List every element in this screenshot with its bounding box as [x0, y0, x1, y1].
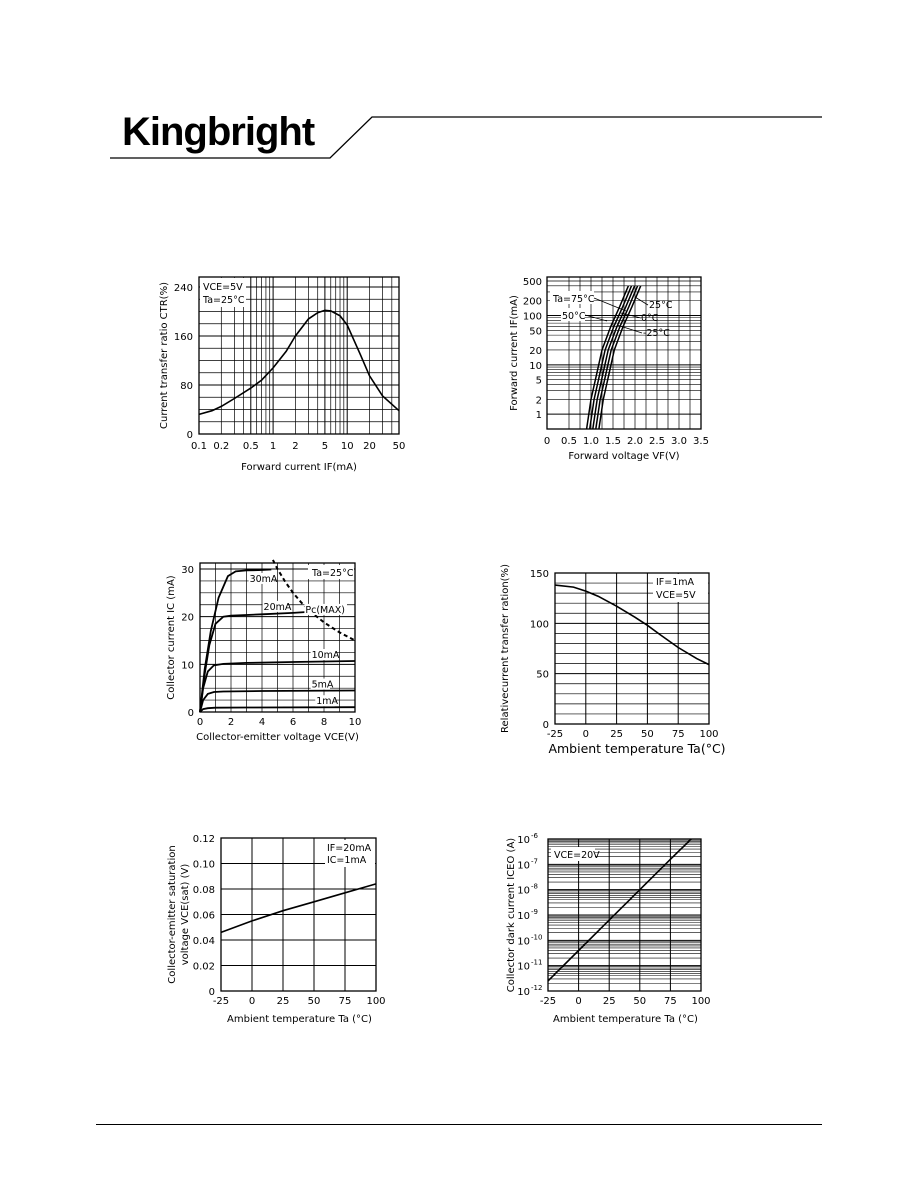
tick-label: 100 [522, 311, 542, 323]
annotation-label: 5mA [311, 679, 334, 691]
tick-label-exponent: -9 [531, 908, 538, 916]
tick-label: 100 [366, 996, 386, 1007]
tick-label: 25 [276, 996, 290, 1007]
tick-label: 2 [535, 395, 542, 407]
tick-label: 0.12 [192, 834, 215, 845]
tick-label-base: 10 [517, 835, 530, 846]
tick-label: -25 [539, 996, 557, 1007]
tick-label: -25 [546, 729, 564, 740]
axis-title: Collector-emitter voltage VCE(V) [196, 732, 359, 743]
tick-label: 240 [173, 283, 193, 294]
tick-label: 5 [535, 375, 542, 387]
axis-title: Relativecurrent transfer ration(%) [500, 564, 511, 733]
tick-label: 1 [269, 441, 277, 452]
tick-label: 1.0 [583, 436, 599, 447]
axis-title: Collector current IC (mA) [166, 575, 177, 700]
tick-label: 100 [699, 729, 719, 740]
tick-label-exponent: -12 [531, 984, 543, 992]
tick-label: 0.02 [192, 961, 215, 973]
axis-title: Collector dark current ICEO (A) [506, 837, 517, 993]
tick-label: 0.5 [242, 441, 259, 452]
tick-label: 25 [610, 729, 623, 740]
tick-label: 50 [307, 996, 321, 1007]
tick-label: 50 [641, 729, 654, 740]
tick-label: 0 [196, 717, 204, 728]
condition-label: IC=1mA [327, 855, 367, 866]
axis-title: Current transfer ratio CTR(%) [159, 282, 170, 429]
tick-label-exponent: -7 [531, 857, 538, 866]
brand-logo: Kingbright [122, 110, 315, 154]
tick-label: 50 [529, 326, 542, 338]
tick-label: 2.0 [627, 436, 643, 447]
tick-label-exponent: -11 [531, 958, 543, 967]
annotation-label: -25°C [643, 328, 670, 339]
axis-title: Ambient temperature Ta(°C) [548, 741, 726, 756]
condition-label: VCE=5V [656, 590, 696, 601]
tick-label: 0 [186, 430, 193, 441]
annotation-label: Ta=75°C [553, 294, 595, 305]
tick-label: 150 [529, 569, 549, 580]
tick-label-exponent: -10 [531, 933, 543, 942]
axis-title: voltage VCE(sat) (V) [180, 863, 191, 966]
tick-label: 200 [522, 296, 542, 308]
tick-label: 0 [575, 996, 582, 1007]
tick-label: 20 [181, 612, 194, 624]
condition-label: IF=1mA [656, 577, 695, 588]
tick-label: 5 [321, 441, 329, 452]
tick-label: 80 [180, 381, 193, 392]
tick-label: 0.06 [192, 910, 215, 922]
tick-label: 100 [529, 619, 549, 631]
tick-label: 0 [248, 996, 256, 1007]
tick-label: 2 [292, 441, 299, 452]
tick-label: 4 [258, 717, 266, 728]
tick-label: 6 [289, 717, 297, 728]
annotation-label: 20mA [263, 601, 292, 613]
tick-label: 0 [543, 436, 551, 447]
tick-label: 0 [208, 987, 215, 998]
condition-label: IF=20mA [327, 843, 372, 854]
annotation-label: 50°C [562, 311, 586, 322]
axis-title: Forward current IF(mA) [509, 295, 520, 411]
tick-label: 0 [187, 708, 194, 719]
condition-label: Ta=25°C [203, 295, 245, 306]
tick-label: 0 [542, 720, 549, 731]
tick-label: 50 [392, 441, 406, 452]
tick-label-base: 10 [517, 860, 530, 872]
condition-label: VCE=5V [203, 282, 243, 293]
axis-title: Ambient temperature Ta (°C) [553, 1014, 698, 1025]
tick-label-base: 10 [517, 911, 530, 922]
annotation-label: 1mA [316, 696, 339, 708]
tick-label: 3.0 [671, 436, 687, 447]
tick-label-base: 10 [517, 885, 530, 897]
tick-label: 10 [340, 441, 354, 452]
annotation-label: 10mA [311, 649, 340, 661]
tick-label: 0.1 [191, 441, 207, 452]
tick-label: 20 [529, 345, 542, 357]
annotation-label: 0°C [641, 313, 659, 324]
tick-label: 2 [227, 717, 235, 728]
tick-label: -25 [212, 996, 230, 1007]
tick-label: 3.5 [693, 436, 709, 447]
tick-label: 50 [536, 669, 549, 681]
tick-label: 0.2 [213, 441, 230, 452]
axis-title: Forward current IF(mA) [241, 462, 357, 473]
tick-label: 30 [181, 565, 194, 576]
tick-label: 0.08 [192, 885, 215, 896]
tick-label: 160 [173, 332, 193, 343]
axis-title: Forward voltage VF(V) [568, 451, 680, 462]
tick-label: 100 [691, 996, 711, 1007]
tick-label: 0.04 [192, 936, 215, 947]
tick-label: 10 [181, 660, 194, 672]
tick-label-base: 10 [517, 936, 530, 948]
tick-label: 0 [582, 729, 589, 740]
tick-label-base: 10 [517, 987, 530, 998]
tick-label-base: 10 [517, 961, 530, 973]
tick-label: 0.10 [192, 859, 215, 871]
tick-label: 75 [664, 996, 677, 1007]
axis-title: Collector-emitter saturation [167, 845, 178, 984]
annotation-label: Pc(MAX) [305, 604, 345, 616]
tick-label: 1.5 [605, 436, 621, 447]
tick-label: 75 [338, 996, 352, 1007]
tick-label-exponent: -6 [531, 832, 538, 840]
tick-label: 20 [363, 441, 376, 452]
tick-label: 25 [602, 996, 616, 1007]
condition-label: VCE=20V [554, 850, 600, 861]
tick-label: 10 [348, 717, 362, 728]
tick-label: 1 [535, 410, 542, 422]
condition-label: Ta=25°C [312, 568, 354, 579]
tick-label: 75 [671, 729, 685, 740]
annotation-label: 25°C [649, 300, 673, 311]
tick-label: 8 [320, 717, 328, 728]
tick-label: 0.5 [561, 436, 577, 447]
tick-label: 10 [529, 360, 542, 372]
axis-title: Ambient temperature Ta (°C) [227, 1014, 372, 1025]
tick-label: 2.5 [649, 436, 665, 447]
annotation-label: 30mA [249, 573, 278, 585]
tick-label: 50 [633, 996, 647, 1007]
tick-label: 500 [522, 277, 542, 288]
tick-label-exponent: -8 [531, 882, 538, 891]
